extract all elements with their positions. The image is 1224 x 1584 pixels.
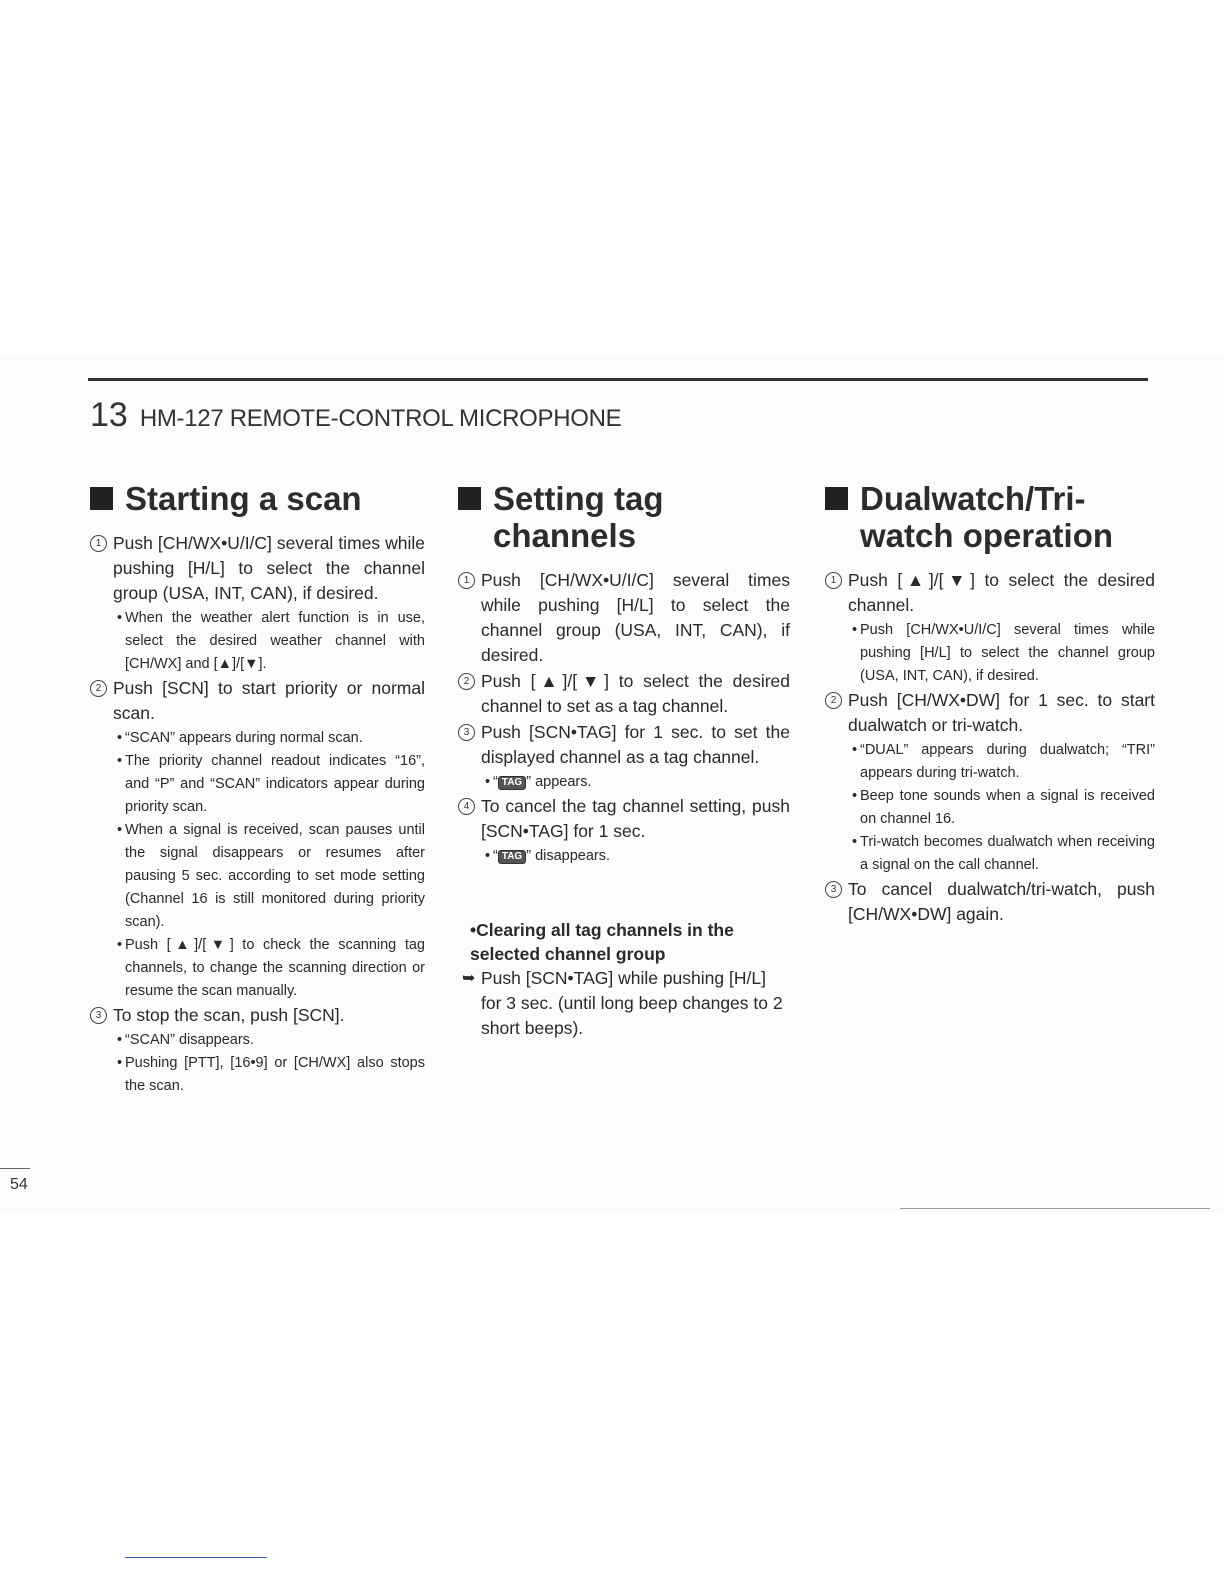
step-2: 2 Push [CH/WX•DW] for 1 sec. to start dualwatch or tri-watch. xyxy=(825,688,1155,738)
note: • When the weather alert function is in use, select the desired weather channel with [CH/WX] and [▲]/[▼]. xyxy=(117,610,425,672)
circled-2-icon: 2 xyxy=(90,680,107,697)
footer-rule xyxy=(125,1557,267,1558)
note: • Pushing [PTT], [16•9] or [CH/WX] also stops the scan. xyxy=(117,1055,425,1094)
note: • “ TAG ” appears. xyxy=(485,774,592,790)
circled-3-icon: 3 xyxy=(825,881,842,898)
circled-2-icon: 2 xyxy=(458,673,475,690)
page-number-rule xyxy=(0,1168,30,1169)
note: • When a signal is received, scan pauses until the signal disappears or resumes after pausing 5 sec. according to set mode setting (Channel 16 is still monitored during priority scan). xyxy=(117,822,425,930)
bottom-rule xyxy=(900,1208,1210,1209)
note: • “ TAG ” disappears. xyxy=(485,848,611,864)
circled-1-icon: 1 xyxy=(90,535,107,552)
circled-1-icon: 1 xyxy=(825,572,842,589)
clearing-subheading: •Clearing all tag channels in the selected channel group xyxy=(470,920,734,964)
section-heading: Starting a scan xyxy=(90,480,425,517)
top-rule xyxy=(88,378,1148,381)
tag-indicator-icon: TAG xyxy=(498,776,526,790)
note: • Beep tone sounds when a signal is received on channel 16. xyxy=(852,788,1155,827)
square-bullet-icon xyxy=(825,487,848,510)
chapter-title: HM-127 REMOTE-CONTROL MICROPHONE xyxy=(139,405,622,432)
note: • The priority channel readout indicates “16”, and “P” and “SCAN” indicators appear during priority scan. xyxy=(117,753,425,815)
circled-2-icon: 2 xyxy=(825,692,842,709)
step-3: 3 To cancel dualwatch/tri-watch, push [CH/WX•DW] again. xyxy=(825,877,1155,927)
note: • “DUAL” appears during dualwatch; “TRI” appears during tri-watch. xyxy=(852,742,1155,781)
step-4: 4 To cancel the tag channel setting, push [SCN•TAG] for 1 sec. xyxy=(458,794,790,844)
page-number: 54 xyxy=(10,1176,28,1193)
step-1: 1 Push [CH/WX•U/I/C] several times while pushing [H/L] to select the channel group (USA, INT, CAN), if desired. xyxy=(458,568,790,668)
step-2: 2 Push [SCN] to start priority or normal scan. xyxy=(90,676,425,726)
step-3: 3 Push [SCN•TAG] for 1 sec. to set the displayed channel as a tag channel. xyxy=(458,720,790,770)
section-heading: Setting tag channels xyxy=(458,480,790,554)
square-bullet-icon xyxy=(90,487,113,510)
step-1: 1 Push [▲]/[▼] to select the desired channel. xyxy=(825,568,1155,618)
note: • “SCAN” appears during normal scan. xyxy=(117,730,363,746)
tag-indicator-icon: TAG xyxy=(498,850,526,864)
step-3: 3 To stop the scan, push [SCN]. xyxy=(90,1003,425,1028)
circled-4-icon: 4 xyxy=(458,798,475,815)
clearing-step: ➥ Push [SCN•TAG] while pushing [H/L] for 3 sec. (until long beep changes to 2 short beeps). xyxy=(462,968,783,1038)
chapter-number: 13 xyxy=(90,396,128,434)
arrow-right-icon: ➥ xyxy=(462,970,476,987)
section-starting-scan xyxy=(90,480,425,1098)
note: • Push [CH/WX•U/I/C] several times while pushing [H/L] to select the channel group (USA, INT, CAN), if desired. xyxy=(852,622,1155,684)
circled-3-icon: 3 xyxy=(90,1007,107,1024)
section-heading: Dualwatch/Tri-watch operation xyxy=(825,480,1155,554)
step-2: 2 Push [▲]/[▼] to select the desired channel to set as a tag channel. xyxy=(458,669,790,719)
circled-1-icon: 1 xyxy=(458,572,475,589)
section-dualwatch xyxy=(825,480,1155,928)
step-1: 1 Push [CH/WX•U/I/C] several times while pushing [H/L] to select the channel group (USA, INT, CAN), if desired. xyxy=(90,531,425,606)
circled-3-icon: 3 xyxy=(458,724,475,741)
note: • Tri-watch becomes dualwatch when receiving a signal on the call channel. xyxy=(852,834,1155,873)
section-tag-channels xyxy=(458,480,790,1041)
square-bullet-icon xyxy=(458,487,481,510)
note: • “SCAN” disappears. xyxy=(117,1032,254,1048)
note: • Push [▲]/[▼] to check the scanning tag channels, to change the scanning direction or resume the scan manually. xyxy=(117,937,425,999)
chapter-header xyxy=(90,396,621,435)
